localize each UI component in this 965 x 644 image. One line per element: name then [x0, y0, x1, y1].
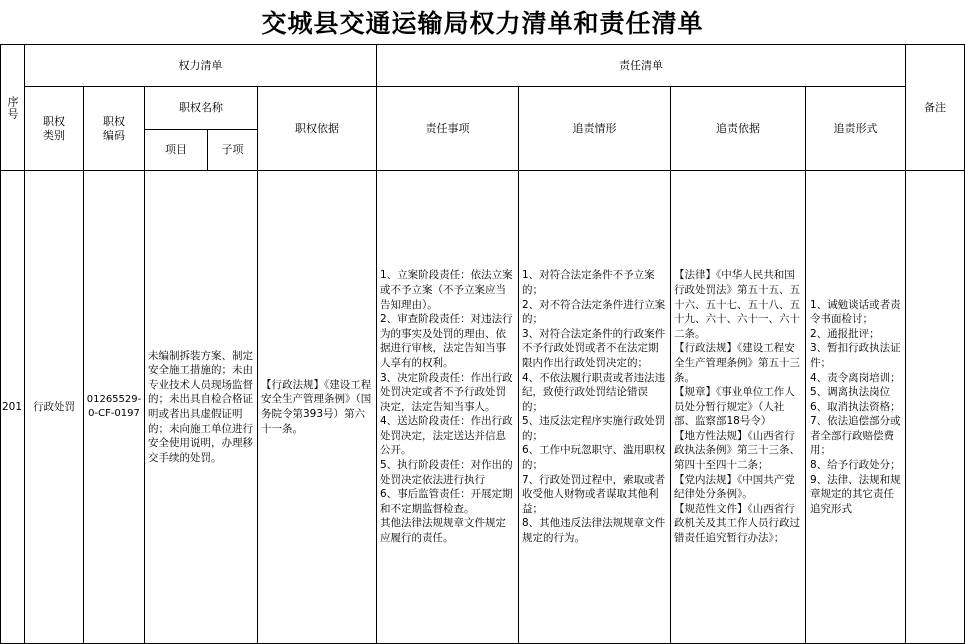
header-category: 职权类别 [43, 114, 65, 142]
row-basis: 【行政法规】《建设工程安全生产管理条例》（国务院令第393号）第六十一条。 [261, 378, 372, 435]
row-code: 01265529-0-CF-0197 [86, 394, 142, 419]
header-remarks: 备注 [924, 100, 946, 114]
header-accountability-case: 追责情形 [572, 121, 617, 135]
header-item: 项目 [165, 143, 187, 156]
header-accountability-form: 追责形式 [833, 121, 878, 135]
header-power-list: 权力清单 [178, 58, 223, 72]
row-item: 未编制拆装方案、制定安全施工措施的；未由专业技术人员现场监督的；未出具自检合格证明或者出具虚假证明的；未向施工单位进行安全使用说明，办理移交手续的处罚。 [148, 349, 253, 464]
row-accountability-basis: 【法律】《中华人民共和国行政处罚法》第五十五、五十六、五十七、五十八、五十九、六十、六十一、六十二条。 【行政法规】《建设工程安全生产管理条例》第五十三条。 【规章】《事业单位工作人员处分暂行规定》（人社部、监察部18号令） 【地方性法规】《山西省行政执法条例》第三十三条、第四十至四十二条； 【党内法规】《中国共产党纪律处分条例》。 【规范性文件】《山西省行政机关及其工作人员行政过错责任追究暂行办法》； [674, 269, 800, 545]
header-responsibility-list: 责任清单 [619, 58, 663, 72]
row-remarks [906, 171, 964, 643]
row-seq: 201 [1, 401, 23, 413]
row-accountability-case: 1、对符合法定条件不予立案的； 2、对不符合法定条件进行立案的； 3、对符合法定条件的行政案件不予行政处罚或者不在法定期限内作出行政处罚决定的； 4、不依法履行职责或者违法违纪，致使行政处罚结论错误的； 5、违反法定程序实施行政处罚的； 6、工作中玩忽职守、滥用职权的； 7、行政处罚过程中，索取或者收受他人财物或者谋取其他利益； 8、其他违反法律法规规章文件规定的行为。 [522, 269, 666, 545]
row-duty: 1、立案阶段责任：依法立案或不予立案（不予立案应当告知理由）。 2、审查阶段责任：对违法行为的事实及处罚的理由、依据进行审核，法定告知当事人享有的权利。 3、决定阶段责任：作出行政处罚决定或者不予行政处罚决定，法定告知当事人。 4、送达阶段责任：作出行政处罚决定，法定送达并信息公开。 5、执行阶段责任：对作出的处罚决定依法进行执行 6、事后监管责任：开展定期和不定期监督检查。 其他法律法规规章文件规定应履行的责任。 [380, 269, 513, 545]
header-duty: 责任事项 [425, 121, 470, 135]
header-accountability-basis: 追责依据 [716, 121, 760, 135]
row-category: 行政处罚 [33, 401, 75, 413]
header-code: 职权编码 [103, 114, 125, 142]
header-seq: 序号 [6, 95, 19, 120]
row-accountability-form: 1、诫勉谈话或者责令书面检讨； 2、通报批评； 3、暂扣行政执法证件； 4、责令离岗培训； 5、调离执法岗位 6、取消执法资格； 7、依法追偿部分或者全部行政赔偿费用； 8、给予行政处分； 9、法律、法规和规章规定的其它责任追究形式 [810, 298, 901, 515]
header-basis: 职权依据 [295, 121, 339, 135]
page-title: 交城县交通运输局权力清单和责任清单 [261, 9, 704, 38]
header-name: 职权名称 [179, 101, 223, 114]
header-subitem: 子项 [221, 143, 244, 156]
